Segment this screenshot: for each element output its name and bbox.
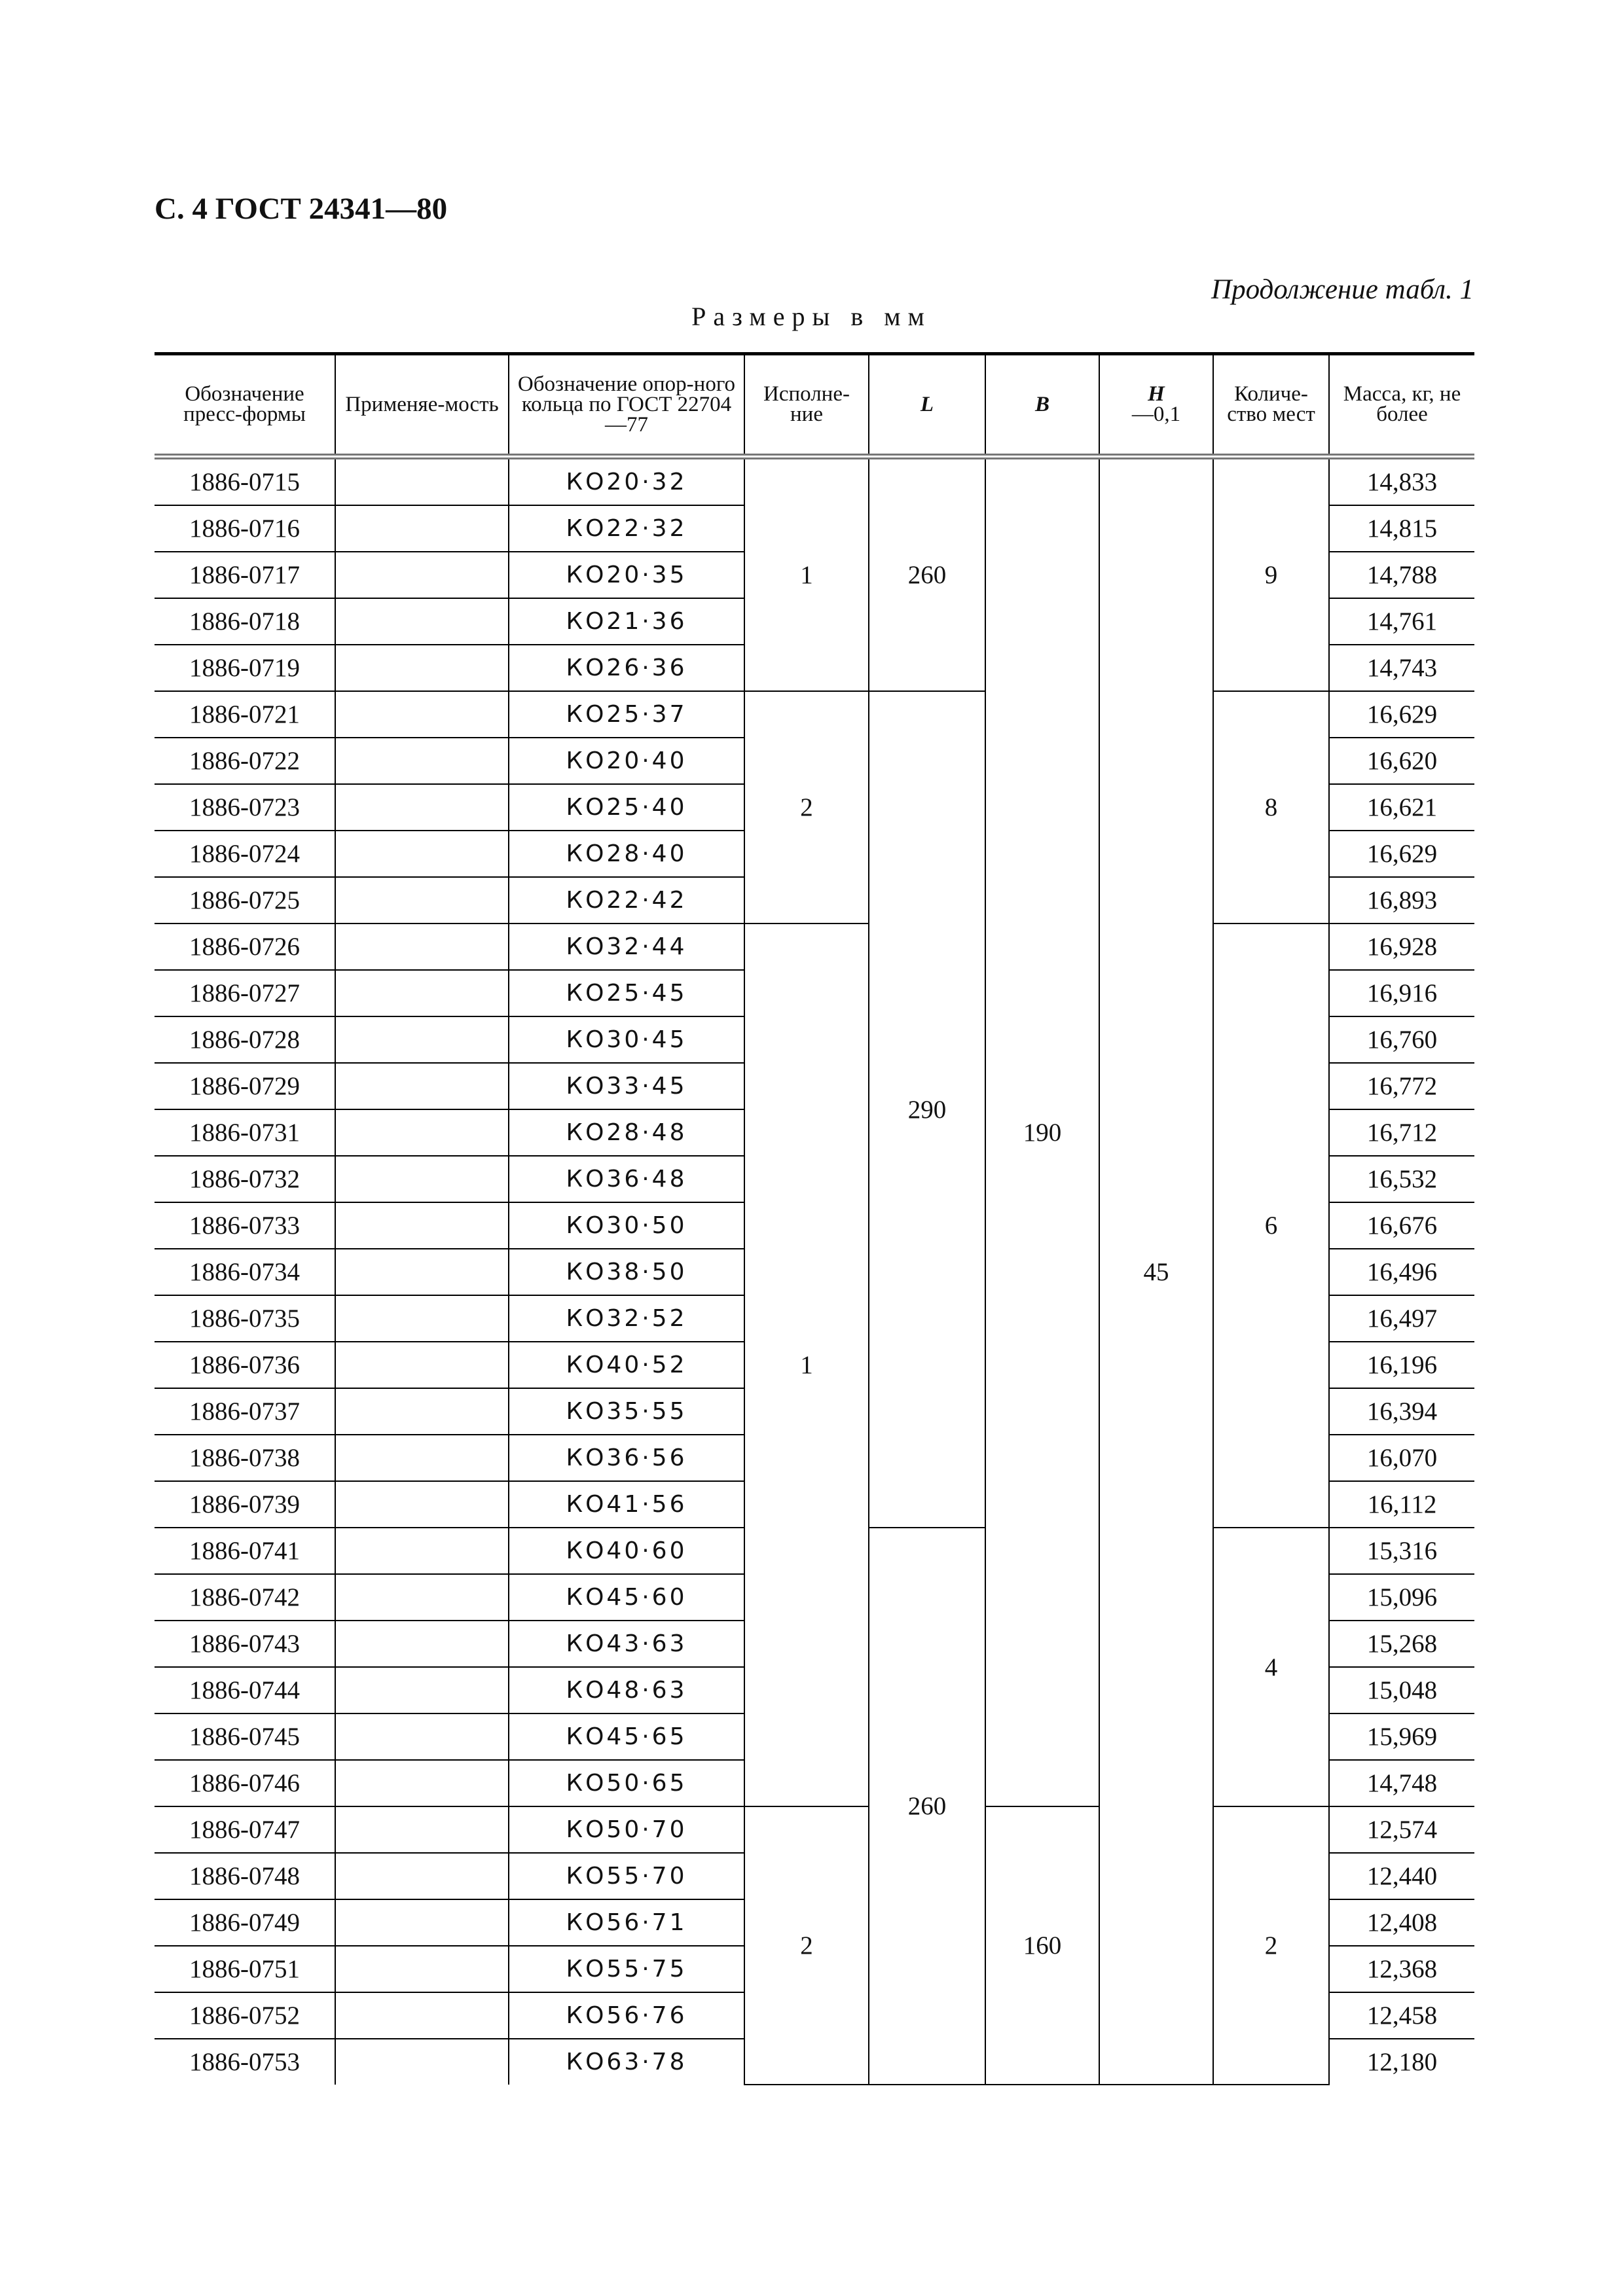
mass-cell: 15,316	[1329, 1528, 1474, 1574]
mold-designation-cell: 1886-0736	[155, 1342, 335, 1388]
ring-designation-cell: КО20·35	[509, 552, 744, 598]
ring-designation-cell: КО20·40	[509, 738, 744, 784]
mold-designation-cell: 1886-0715	[155, 457, 335, 506]
ring-designation-cell: КО32·44	[509, 924, 744, 970]
version-cell: 1	[744, 924, 869, 1806]
mold-designation-cell: 1886-0722	[155, 738, 335, 784]
mold-designation-cell: 1886-0745	[155, 1713, 335, 1760]
table-row	[155, 924, 1474, 970]
mass-cell: 15,048	[1329, 1667, 1474, 1713]
version-cell: 2	[744, 1806, 869, 2085]
applicability-cell	[335, 1621, 509, 1667]
mass-cell: 16,629	[1329, 691, 1474, 738]
mold-designation-cell: 1886-0726	[155, 924, 335, 970]
mass-cell: 14,761	[1329, 598, 1474, 645]
mass-cell: 15,096	[1329, 1574, 1474, 1621]
mold-designation-cell: 1886-0717	[155, 552, 335, 598]
table-header-row	[155, 354, 1474, 457]
version-cell: 2	[744, 691, 869, 924]
mold-designation-cell: 1886-0737	[155, 1388, 335, 1435]
mold-designation-cell: 1886-0739	[155, 1481, 335, 1528]
applicability-cell	[335, 1528, 509, 1574]
mass-cell: 14,743	[1329, 645, 1474, 691]
ring-designation-cell: КО56·71	[509, 1899, 744, 1946]
places-cell: 9	[1213, 457, 1329, 692]
mold-designation-cell: 1886-0734	[155, 1249, 335, 1295]
mass-cell: 16,497	[1329, 1295, 1474, 1342]
applicability-cell	[335, 1760, 509, 1806]
mold-designation-cell: 1886-0735	[155, 1295, 335, 1342]
applicability-cell	[335, 457, 509, 506]
applicability-cell	[335, 1063, 509, 1109]
ring-designation-cell: КО50·65	[509, 1760, 744, 1806]
column-header-h: H —0,1	[1099, 354, 1213, 457]
mold-designation-cell: 1886-0718	[155, 598, 335, 645]
applicability-cell	[335, 1435, 509, 1481]
applicability-cell	[335, 691, 509, 738]
applicability-cell	[335, 970, 509, 1016]
mold-designation-cell: 1886-0727	[155, 970, 335, 1016]
applicability-cell	[335, 1109, 509, 1156]
mold-designation-cell: 1886-0742	[155, 1574, 335, 1621]
ring-designation-cell: КО20·32	[509, 457, 744, 506]
mold-designation-cell: 1886-0728	[155, 1016, 335, 1063]
l-cell: 260	[869, 1528, 985, 2085]
applicability-cell	[335, 1016, 509, 1063]
applicability-cell	[335, 1481, 509, 1528]
mold-designation-cell: 1886-0721	[155, 691, 335, 738]
mold-designation-cell: 1886-0748	[155, 1853, 335, 1899]
applicability-cell	[335, 1249, 509, 1295]
mass-cell: 12,574	[1329, 1806, 1474, 1853]
applicability-cell	[335, 1992, 509, 2039]
applicability-cell	[335, 1295, 509, 1342]
units-caption: Размеры в мм	[691, 302, 932, 331]
mold-designation-cell: 1886-0716	[155, 505, 335, 552]
mass-cell: 16,928	[1329, 924, 1474, 970]
mass-cell: 12,368	[1329, 1946, 1474, 1992]
page-header: С. 4 ГОСТ 24341—80	[155, 192, 448, 226]
ring-designation-cell: КО22·32	[509, 505, 744, 552]
applicability-cell	[335, 831, 509, 877]
mold-designation-cell: 1886-0741	[155, 1528, 335, 1574]
ring-designation-cell: КО21·36	[509, 598, 744, 645]
mold-designation-cell: 1886-0738	[155, 1435, 335, 1481]
mass-cell: 16,621	[1329, 784, 1474, 831]
table-row	[155, 1806, 1474, 1853]
table-continuation-label: Продолжение табл. 1	[1211, 274, 1474, 305]
mass-cell: 12,458	[1329, 1992, 1474, 2039]
mass-cell: 14,833	[1329, 457, 1474, 506]
column-header-version: Исполне-ние	[744, 354, 869, 457]
column-header-b: B	[985, 354, 1099, 457]
mold-designation-cell: 1886-0744	[155, 1667, 335, 1713]
ring-designation-cell: КО25·37	[509, 691, 744, 738]
ring-designation-cell: КО25·45	[509, 970, 744, 1016]
l-cell: 260	[869, 457, 985, 692]
ring-designation-cell: КО50·70	[509, 1806, 744, 1853]
mold-designation-cell: 1886-0746	[155, 1760, 335, 1806]
mass-cell: 16,772	[1329, 1063, 1474, 1109]
places-cell: 4	[1213, 1528, 1329, 1806]
l-cell: 290	[869, 691, 985, 1528]
mold-designation-cell: 1886-0724	[155, 831, 335, 877]
applicability-cell	[335, 552, 509, 598]
column-header-l: L	[869, 354, 985, 457]
applicability-cell	[335, 1946, 509, 1992]
ring-designation-cell: КО36·48	[509, 1156, 744, 1202]
column-header-applicability: Применяе-мость	[335, 354, 509, 457]
b-cell: 190	[985, 457, 1099, 1807]
applicability-cell	[335, 1713, 509, 1760]
mass-cell: 14,815	[1329, 505, 1474, 552]
mold-designation-cell: 1886-0751	[155, 1946, 335, 1992]
ring-designation-cell: КО40·52	[509, 1342, 744, 1388]
applicability-cell	[335, 1156, 509, 1202]
applicability-cell	[335, 1388, 509, 1435]
applicability-cell	[335, 1853, 509, 1899]
ring-designation-cell: КО40·60	[509, 1528, 744, 1574]
mass-cell: 16,712	[1329, 1109, 1474, 1156]
mass-cell: 16,893	[1329, 877, 1474, 924]
mass-cell: 16,196	[1329, 1342, 1474, 1388]
mass-cell: 16,394	[1329, 1388, 1474, 1435]
mass-cell: 16,676	[1329, 1202, 1474, 1249]
mass-cell: 16,760	[1329, 1016, 1474, 1063]
mass-cell: 14,748	[1329, 1760, 1474, 1806]
ring-designation-cell: КО30·50	[509, 1202, 744, 1249]
ring-designation-cell: КО41·56	[509, 1481, 744, 1528]
ring-designation-cell: КО36·56	[509, 1435, 744, 1481]
ring-designation-cell: КО25·40	[509, 784, 744, 831]
mold-designation-cell: 1886-0725	[155, 877, 335, 924]
mass-cell: 12,440	[1329, 1853, 1474, 1899]
ring-designation-cell: КО43·63	[509, 1621, 744, 1667]
ring-designation-cell: КО28·48	[509, 1109, 744, 1156]
ring-designation-cell: КО45·60	[509, 1574, 744, 1621]
ring-designation-cell: КО56·76	[509, 1992, 744, 2039]
ring-designation-cell: КО26·36	[509, 645, 744, 691]
ring-designation-cell: КО63·78	[509, 2039, 744, 2085]
column-header-mold: Обозначение пресс-формы	[155, 354, 335, 457]
mass-cell: 16,629	[1329, 831, 1474, 877]
table-body	[155, 457, 1474, 2085]
mold-designation-cell: 1886-0752	[155, 1992, 335, 2039]
places-cell: 6	[1213, 924, 1329, 1528]
applicability-cell	[335, 1899, 509, 1946]
places-cell: 2	[1213, 1806, 1329, 2085]
mass-cell: 16,620	[1329, 738, 1474, 784]
ring-designation-cell: КО35·55	[509, 1388, 744, 1435]
applicability-cell	[335, 1574, 509, 1621]
applicability-cell	[335, 505, 509, 552]
ring-designation-cell: КО38·50	[509, 1249, 744, 1295]
mold-designation-cell: 1886-0732	[155, 1156, 335, 1202]
mass-cell: 16,070	[1329, 1435, 1474, 1481]
table-row	[155, 691, 1474, 738]
version-cell: 1	[744, 457, 869, 692]
ring-designation-cell: КО48·63	[509, 1667, 744, 1713]
mass-cell: 16,916	[1329, 970, 1474, 1016]
ring-designation-cell: КО33·45	[509, 1063, 744, 1109]
mold-designation-cell: 1886-0723	[155, 784, 335, 831]
mold-designation-cell: 1886-0749	[155, 1899, 335, 1946]
ring-designation-cell: КО32·52	[509, 1295, 744, 1342]
ring-designation-cell: КО28·40	[509, 831, 744, 877]
mold-designation-cell: 1886-0719	[155, 645, 335, 691]
mass-cell: 16,112	[1329, 1481, 1474, 1528]
column-header-places: Количе-ство мест	[1213, 354, 1329, 457]
mass-cell: 16,496	[1329, 1249, 1474, 1295]
mold-designation-cell: 1886-0733	[155, 1202, 335, 1249]
mold-designation-cell: 1886-0729	[155, 1063, 335, 1109]
h-cell: 45	[1099, 457, 1213, 2085]
ring-designation-cell: КО30·45	[509, 1016, 744, 1063]
mold-designation-cell: 1886-0747	[155, 1806, 335, 1853]
b-cell: 160	[985, 1806, 1099, 2085]
ring-designation-cell: КО45·65	[509, 1713, 744, 1760]
mold-designation-cell: 1886-0753	[189, 2048, 300, 2076]
applicability-cell	[335, 877, 509, 924]
applicability-cell	[335, 2039, 509, 2085]
applicability-cell	[335, 784, 509, 831]
dimensions-table	[155, 352, 1474, 2085]
mold-designation-cell: 1886-0731	[155, 1109, 335, 1156]
mold-designation-cell: 1886-0743	[155, 1621, 335, 1667]
mass-cell: 12,180	[1329, 2039, 1474, 2085]
applicability-cell	[335, 1342, 509, 1388]
table-row	[155, 457, 1474, 506]
column-header-mass: Масса, кг, не более	[1329, 354, 1474, 457]
mass-cell: 12,408	[1329, 1899, 1474, 1946]
ring-designation-cell: КО22·42	[509, 877, 744, 924]
mass-cell: 14,788	[1329, 552, 1474, 598]
applicability-cell	[335, 1202, 509, 1249]
ring-designation-cell: КО55·75	[509, 1946, 744, 1992]
applicability-cell	[335, 738, 509, 784]
mass-cell: 15,268	[1329, 1621, 1474, 1667]
applicability-cell	[335, 924, 509, 970]
applicability-cell	[335, 1806, 509, 1853]
mass-cell: 15,969	[1329, 1713, 1474, 1760]
mass-cell: 16,532	[1329, 1156, 1474, 1202]
applicability-cell	[335, 645, 509, 691]
places-cell: 8	[1213, 691, 1329, 924]
ring-designation-cell: КО55·70	[509, 1853, 744, 1899]
applicability-cell	[335, 598, 509, 645]
applicability-cell	[335, 1667, 509, 1713]
column-header-ring: Обозначение опор-ного кольца по ГОСТ 22704—77	[509, 354, 744, 457]
